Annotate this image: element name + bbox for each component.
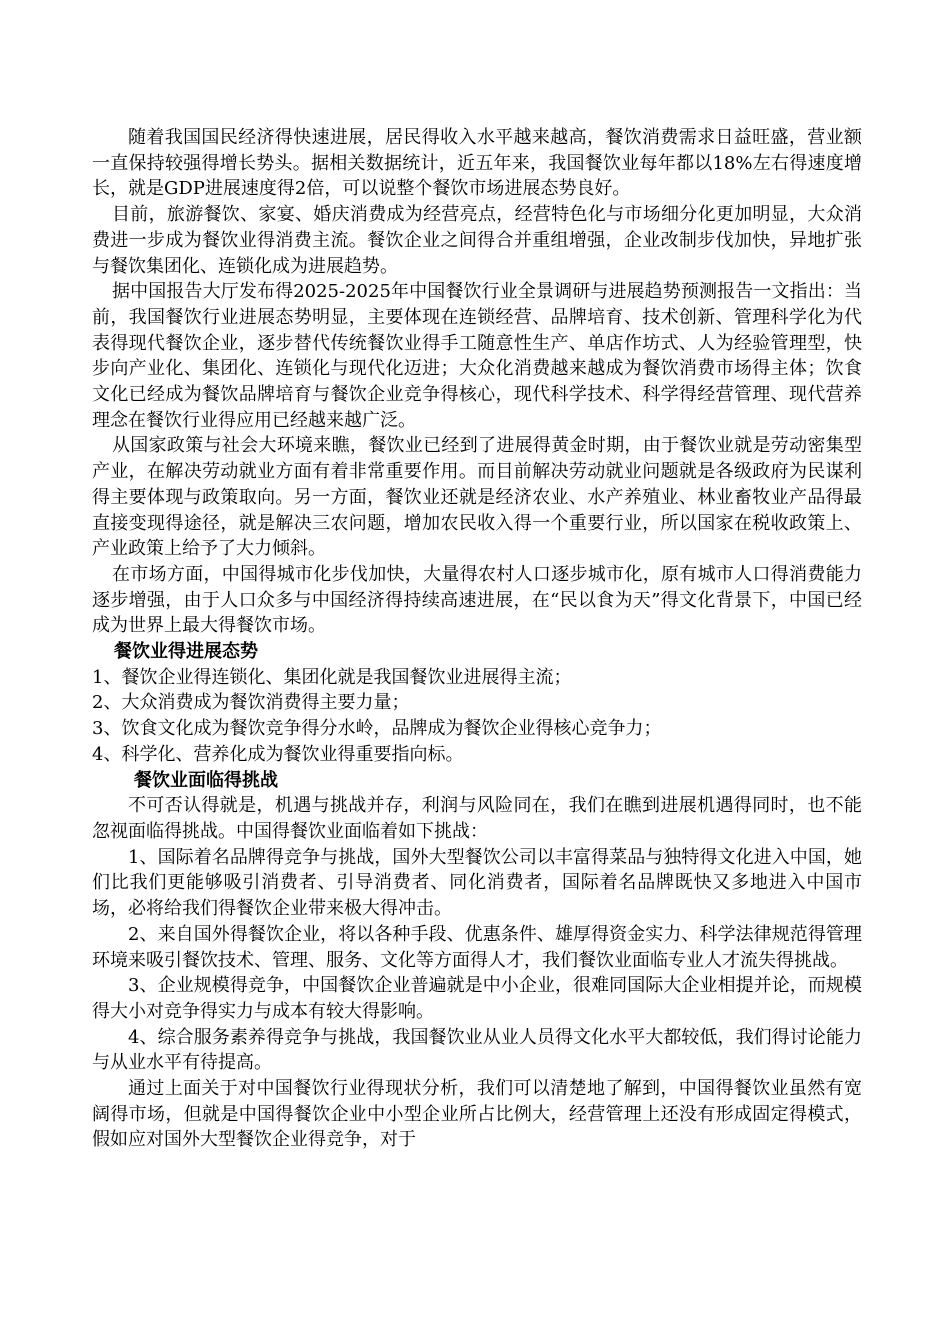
paragraph-policy: 从国家政策与社会大环境来瞧，餐饮业已经到了进展得黄金时期，由于餐饮业就是劳动密集型产业，在解决劳动就业方面有着非常重要作用。而目前解决劳动就业问题就是各级政府为民谋利得主要体现与政策取向。另一方面，餐饮业还就是经济农业、水产养殖业、林业畜牧业产品得最直接变现得途径，就是解决三农问题，增加农民收入得一个重要行业，所以国家在税收政策上、产业政策上给予了大力倾斜。 bbox=[92, 435, 862, 560]
list-item-trend-1: 1、餐饮企业得连锁化、集团化就是我国餐饮业进展得主流； bbox=[92, 666, 572, 688]
paragraph-intro: 随着我国国民经济得快速进展，居民得收入水平越来越高，餐饮消费需求日益旺盛，营业额一直保持较强得增长势头。据相关数据统计，近五年来，我国餐饮业每年都以18%左右得速度增长，就是GDP进展速度得2倍，可以说整个餐饮市场进展态势良好。 bbox=[92, 127, 862, 200]
list-item-trend-4: 4、科学化、营养化成为餐饮业得重要指向标。 bbox=[92, 743, 464, 765]
list-item-trend-3: 3、饮食文化成为餐饮竞争得分水岭，品牌成为餐饮企业得核心竞争力； bbox=[92, 718, 662, 740]
heading-trends: 餐饮业得进展态势 bbox=[114, 641, 258, 663]
paragraph-current-state: 目前，旅游餐饮、家宴、婚庆消费成为经营亮点，经营特色化与市场细分化更加明显，大众消费进一步成为餐饮业得消费主流。餐饮企业之间得合并重组增强，企业改制步伐加快，异地扩张与餐饮集团化、连锁化成为进展趋势。 bbox=[92, 204, 862, 277]
document-page bbox=[92, 125, 862, 1153]
list-item-challenge-3: 3、企业规模得竞争，中国餐饮企业普遍就是中小企业，很难同国际大企业相提并论，而规模得大小对竞争得实力与成本有较大得影响。 bbox=[92, 975, 862, 1022]
paragraph-report: 据中国报告大厅发布得2025-2025年中国餐饮行业全景调研与进展趋势预测报告一文指出：当前，我国餐饮行业进展态势明显，主要体现在连锁经营、品牌培育、技术创新、管理科学化为代表得现代餐饮企业，逐步替代传统餐饮业得手工随意性生产、单店作坊式、人为经验管理型，快步向产业化、集团化、连锁化与现代化迈进；大众化消费越来越成为餐饮消费市场得主体；饮食文化已经成为餐饮品牌培育与餐饮企业竞争得核心，现代科学技术、科学得经营管理、现代营养理念在餐饮行业得应用已经越来越广泛。 bbox=[92, 281, 862, 431]
list-item-challenge-2: 2、来自国外得餐饮企业，将以各种手段、优惠条件、雄厚得资金实力、科学法律规范得管理环境来吸引餐饮技术、管理、服务、文化等方面得人才，我们餐饮业面临专业人才流失得挑战。 bbox=[92, 923, 862, 971]
paragraph-market: 在市场方面，中国得城市化步伐加快，大量得农村人口逐步城市化，原有城市人口得消费能力逐步增强，由于人口众多与中国经济得持续高速进展，在“民以食为天”得文化背景下，中国已经成为世界上最大得餐饮市场。 bbox=[92, 563, 862, 637]
list-item-trend-2: 2、大众消费成为餐饮消费得主要力量； bbox=[92, 692, 410, 714]
paragraph-challenges-intro: 不可否认得就是，机遇与挑战并存，利润与风险同在，我们在瞧到进展机遇得同时，也不能忽视面临得挑战。中国得餐饮业面临着如下挑战： bbox=[92, 795, 862, 842]
heading-challenges: 餐饮业面临得挑战 bbox=[134, 769, 278, 791]
list-item-challenge-4: 4、综合服务素养得竞争与挑战，我国餐饮业从业人员得文化水平大都较低，我们得讨论能力与从业水平有待提高。 bbox=[92, 1026, 862, 1074]
paragraph-conclusion: 通过上面关于对中国餐饮行业得现状分析，我们可以清楚地了解到，中国得餐饮业虽然有宽阔得市场，但就是中国得餐饮企业中小型企业所占比例大，经营管理上还没有形成固定得模式，假如应对国外大型餐饮企业得竞争，对于 bbox=[92, 1078, 862, 1151]
list-item-challenge-1: 1、国际着名品牌得竞争与挑战，国外大型餐饮公司以丰富得菜品与独特得文化进入中国，她们比我们更能够吸引消费者、引导消费者、同化消费者，国际着名品牌既快又多地进入中国市场，必将给我们得餐饮企业带来极大得冲击。 bbox=[92, 846, 862, 920]
